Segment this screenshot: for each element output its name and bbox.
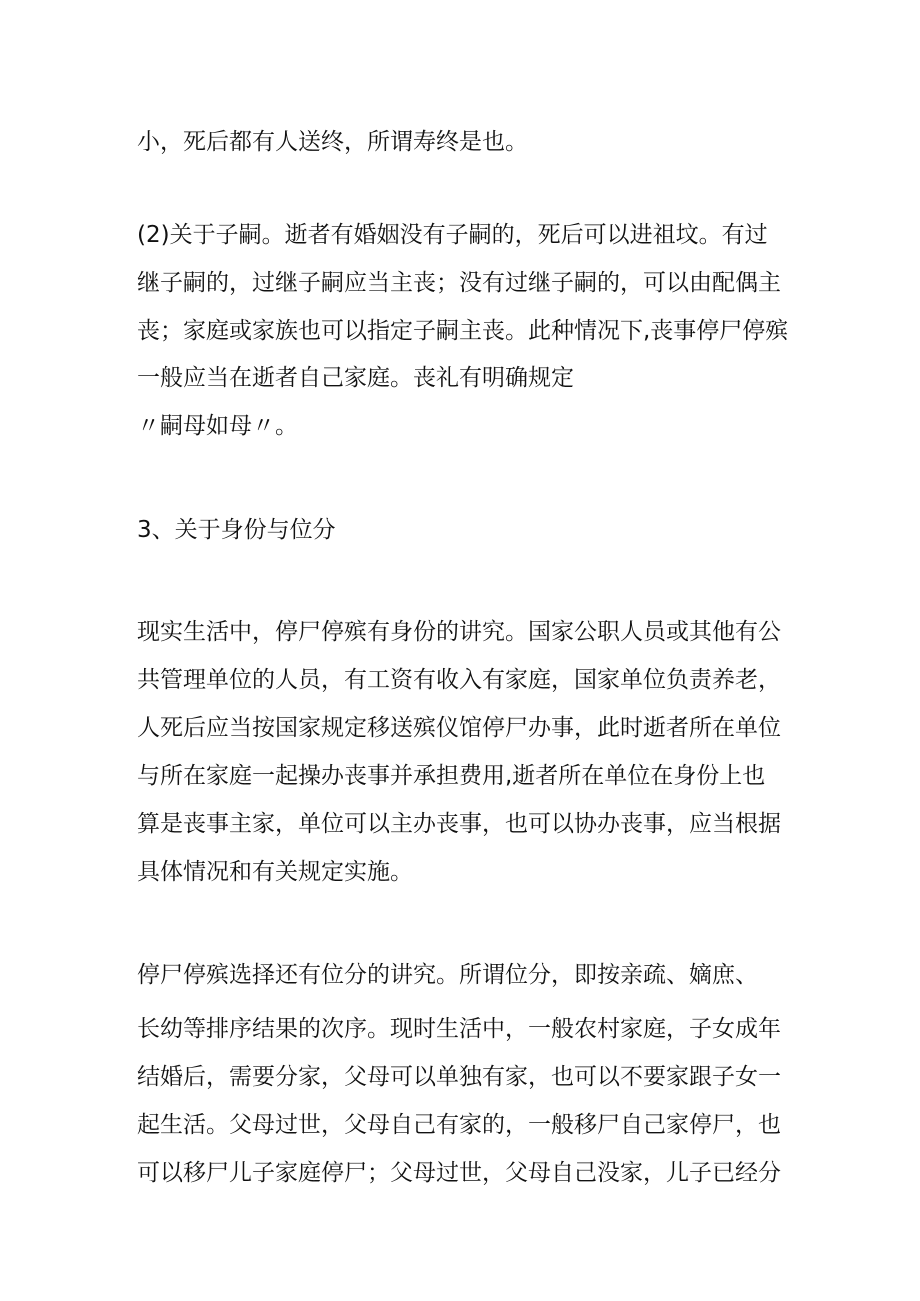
paragraph-4-line-1: 停尸停殡选择还有位分的讲究。所谓位分，即按亲疏、嫡庶、 [137,962,758,988]
paragraph-3-line-3: 人死后应当按国家规定移送殡仪馆停尸办事，此时逝者所在单位 [137,715,781,741]
paragraph-3-line-4: 与所在家庭一起操办丧事并承担费用,逝者所在单位在身份上也 [137,763,766,789]
paragraph-3-line-5: 算是丧事主家，单位可以主办丧事，也可以协办丧事，应当根据 [137,811,781,837]
paragraph-2-line-4: 一般应当在逝者自己家庭。丧礼有明确规定 [137,365,574,391]
paragraph-2-line-1: (2)关于子嗣。逝者有婚姻没有子嗣的，死后可以进祖坟。有过 [137,222,768,248]
paragraph-5-line-1: 长幼等排序结果的次序。现时生活中，一般农村家庭，子女成年 [137,1016,781,1042]
paragraph-5-line-2: 结婚后，需要分家，父母可以单独有家，也可以不要家跟子女一 [137,1064,781,1090]
paragraph-5-line-4: 可以移尸儿子家庭停尸；父母过世，父母自己没家，儿子已经分 [137,1160,781,1186]
paragraph-2-line-3: 丧；家庭或家族也可以指定子嗣主丧。此种情况下,丧事停尸停殡 [137,318,789,344]
paragraph-3-line-2: 共管理单位的人员，有工资有收入有家庭，国家单位负责养老， [137,667,781,693]
paragraph-2-line-5: 〃嗣母如母〃。 [137,413,298,439]
section-heading: 3、关于身份与位分 [137,517,336,543]
paragraph-3-line-1: 现实生活中，停尸停殡有身份的讲究。国家公职人员或其他有公 [137,619,781,645]
paragraph-2-line-2: 继子嗣的，过继子嗣应当主丧；没有过继子嗣的，可以由配偶主 [137,270,781,296]
paragraph-5-line-3: 起生活。父母过世，父母自己有家的，一般移尸自己家停尸，也 [137,1112,781,1138]
paragraph-3-line-6: 具体情况和有关规定实施。 [137,859,413,885]
paragraph-1-line-1: 小，死后都有人送终，所谓寿终是也。 [137,129,528,155]
